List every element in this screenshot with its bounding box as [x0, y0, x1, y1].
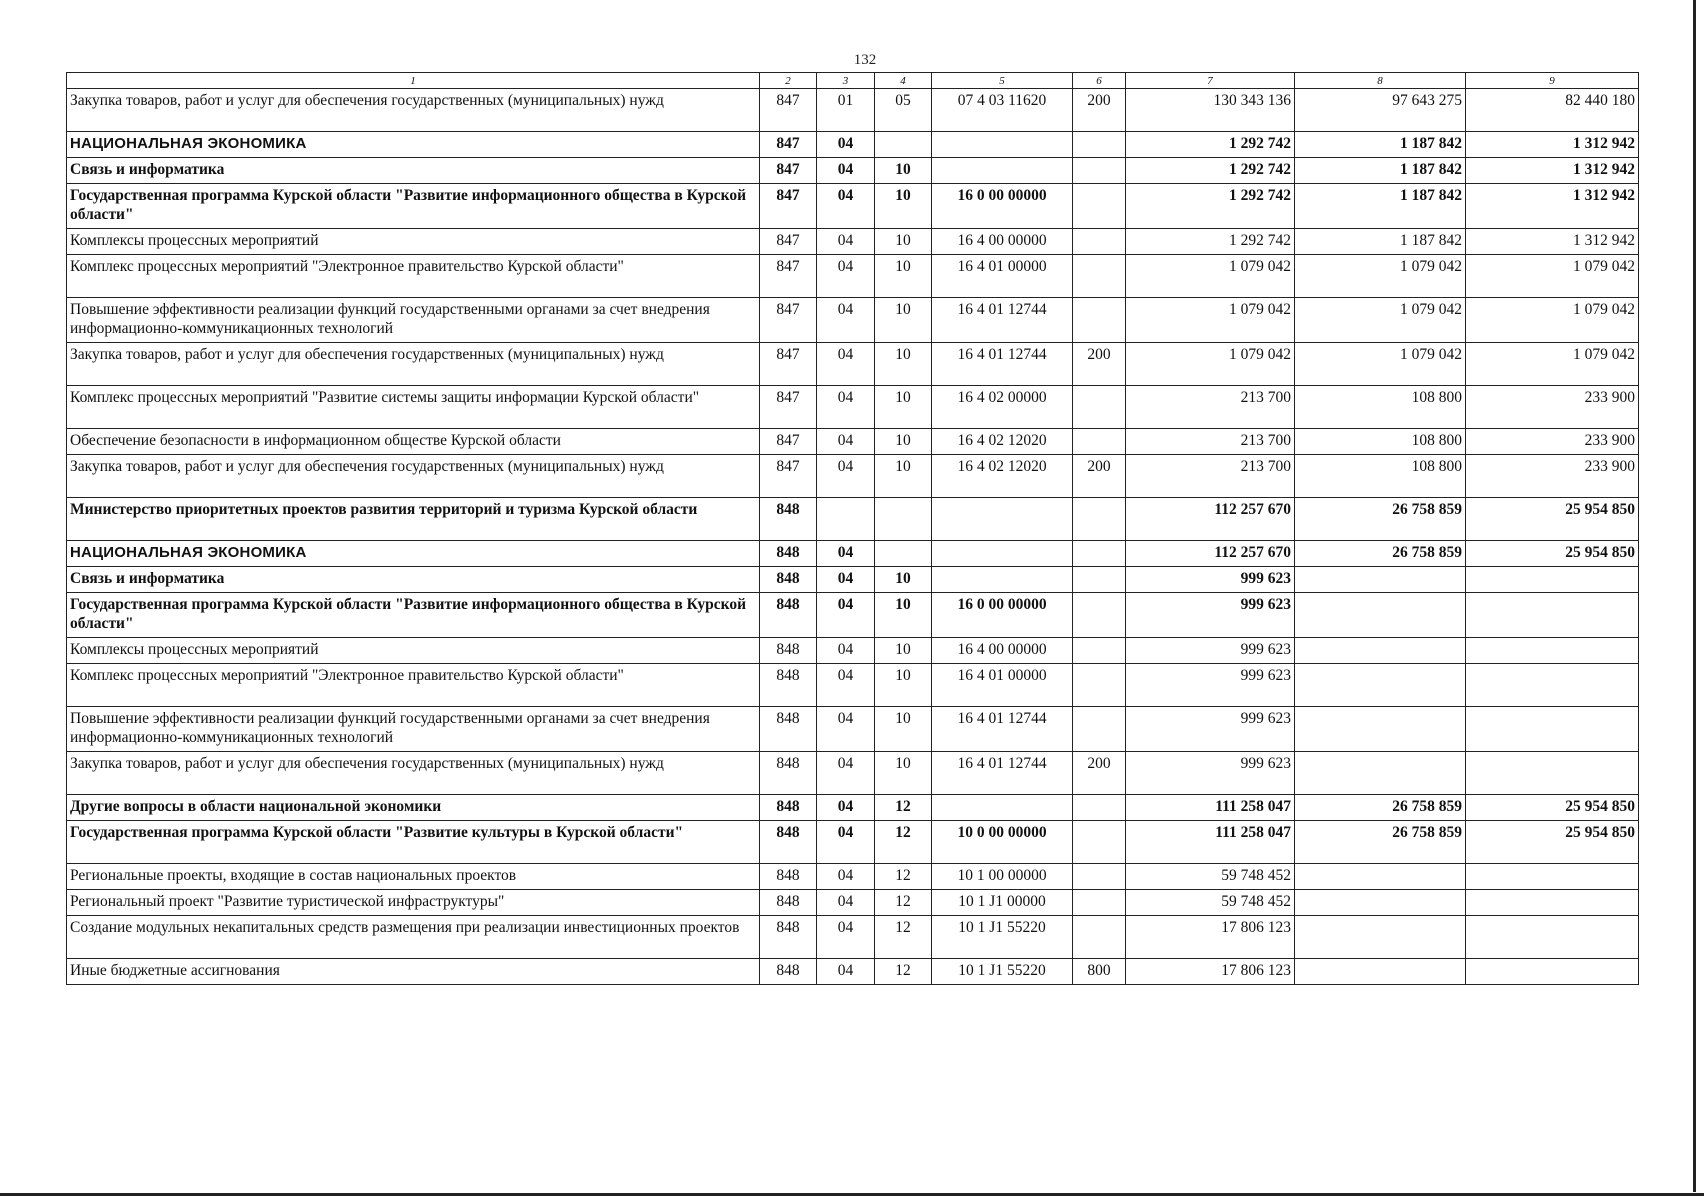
- row-name: Комплексы процессных мероприятий: [67, 229, 760, 255]
- amount-column-9: 25 954 850: [1466, 795, 1639, 821]
- section-code: 04: [817, 916, 875, 959]
- target-article-code: 16 4 02 00000: [932, 386, 1073, 429]
- amount-column-8: 108 800: [1295, 386, 1466, 429]
- row-name: Комплекс процессных мероприятий "Электронное правительство Курской области": [67, 255, 760, 298]
- ministry-code: 848: [760, 959, 817, 985]
- amount-column-7: 1 292 742: [1126, 229, 1295, 255]
- row-name: Комплекс процессных мероприятий "Развитие системы защиты информации Курской области": [67, 386, 760, 429]
- expense-type-code: [1073, 916, 1126, 959]
- target-article-code: 16 0 00 00000: [932, 593, 1073, 638]
- section-code: 01: [817, 89, 875, 132]
- amount-column-7: 999 623: [1126, 752, 1295, 795]
- section-code: 04: [817, 158, 875, 184]
- table-row: [67, 132, 1639, 158]
- amount-column-8: 26 758 859: [1295, 795, 1466, 821]
- table-row: [67, 916, 1639, 959]
- expense-type-code: [1073, 386, 1126, 429]
- expense-type-code: [1073, 184, 1126, 229]
- column-number: 5: [932, 73, 1073, 89]
- amount-column-8: 26 758 859: [1295, 498, 1466, 541]
- section-code: 04: [817, 386, 875, 429]
- amount-column-7: 112 257 670: [1126, 541, 1295, 567]
- table-row: [67, 959, 1639, 985]
- expense-type-code: 200: [1073, 89, 1126, 132]
- expense-type-code: [1073, 498, 1126, 541]
- section-code: 04: [817, 752, 875, 795]
- ministry-code: 847: [760, 255, 817, 298]
- ministry-code: 848: [760, 821, 817, 864]
- ministry-code: 847: [760, 229, 817, 255]
- amount-column-9: 233 900: [1466, 429, 1639, 455]
- amount-column-9: [1466, 752, 1639, 795]
- amount-column-8: 1 187 842: [1295, 132, 1466, 158]
- amount-column-8: [1295, 638, 1466, 664]
- table-row: [67, 386, 1639, 429]
- section-code: 04: [817, 593, 875, 638]
- table-row: [67, 429, 1639, 455]
- subsection-code: 10: [875, 343, 932, 386]
- table-row: [67, 567, 1639, 593]
- target-article-code: 16 4 01 00000: [932, 664, 1073, 707]
- row-name: Государственная программа Курской области "Развитие культуры в Курской области": [67, 821, 760, 864]
- amount-column-8: [1295, 664, 1466, 707]
- row-name: Связь и информатика: [67, 158, 760, 184]
- row-name: Иные бюджетные ассигнования: [67, 959, 760, 985]
- subsection-code: 10: [875, 255, 932, 298]
- amount-column-7: 1 079 042: [1126, 298, 1295, 343]
- section-code: 04: [817, 664, 875, 707]
- amount-column-9: 82 440 180: [1466, 89, 1639, 132]
- target-article-code: 16 4 00 00000: [932, 229, 1073, 255]
- section-code: 04: [817, 184, 875, 229]
- expense-type-code: [1073, 890, 1126, 916]
- page-number: 132: [853, 52, 877, 68]
- amount-column-9: [1466, 959, 1639, 985]
- amount-column-8: 26 758 859: [1295, 541, 1466, 567]
- amount-column-9: [1466, 638, 1639, 664]
- subsection-code: 12: [875, 916, 932, 959]
- expense-type-code: [1073, 298, 1126, 343]
- subsection-code: 10: [875, 593, 932, 638]
- target-article-code: [932, 132, 1073, 158]
- table-row: [67, 455, 1639, 498]
- ministry-code: 848: [760, 638, 817, 664]
- section-code: 04: [817, 638, 875, 664]
- target-article-code: 10 1 J1 00000: [932, 890, 1073, 916]
- amount-column-7: 111 258 047: [1126, 795, 1295, 821]
- table-row: [67, 707, 1639, 752]
- amount-column-8: 1 187 842: [1295, 158, 1466, 184]
- amount-column-7: 130 343 136: [1126, 89, 1295, 132]
- amount-column-9: 233 900: [1466, 386, 1639, 429]
- ministry-code: 847: [760, 158, 817, 184]
- amount-column-7: 999 623: [1126, 593, 1295, 638]
- amount-column-8: 26 758 859: [1295, 821, 1466, 864]
- expense-type-code: [1073, 541, 1126, 567]
- section-code: 04: [817, 429, 875, 455]
- ministry-code: 848: [760, 916, 817, 959]
- amount-column-7: 1 292 742: [1126, 132, 1295, 158]
- amount-column-7: 1 292 742: [1126, 184, 1295, 229]
- subsection-code: 10: [875, 455, 932, 498]
- amount-column-8: [1295, 707, 1466, 752]
- row-name: Повышение эффективности реализации функций государственными органами за счет внедрения информационно-коммуникационных технологий: [67, 707, 760, 752]
- amount-column-8: [1295, 916, 1466, 959]
- amount-column-7: 213 700: [1126, 429, 1295, 455]
- subsection-code: 12: [875, 959, 932, 985]
- section-code: 04: [817, 959, 875, 985]
- expense-type-code: [1073, 593, 1126, 638]
- amount-column-9: [1466, 567, 1639, 593]
- amount-column-9: 1 312 942: [1466, 132, 1639, 158]
- section-code: 04: [817, 795, 875, 821]
- target-article-code: 16 4 02 12020: [932, 429, 1073, 455]
- table-row: [67, 752, 1639, 795]
- expense-type-code: 200: [1073, 343, 1126, 386]
- amount-column-9: 233 900: [1466, 455, 1639, 498]
- expense-type-code: [1073, 255, 1126, 298]
- amount-column-7: 111 258 047: [1126, 821, 1295, 864]
- row-name: НАЦИОНАЛЬНАЯ ЭКОНОМИКА: [67, 541, 760, 567]
- expense-type-code: [1073, 229, 1126, 255]
- target-article-code: [932, 158, 1073, 184]
- section-code: 04: [817, 567, 875, 593]
- ministry-code: 847: [760, 343, 817, 386]
- row-name: Закупка товаров, работ и услуг для обеспечения государственных (муниципальных) нужд: [67, 455, 760, 498]
- row-name: Государственная программа Курской области "Развитие информационного общества в Курской области": [67, 184, 760, 229]
- section-code: 04: [817, 890, 875, 916]
- ministry-code: 848: [760, 707, 817, 752]
- section-code: 04: [817, 298, 875, 343]
- row-name: Комплексы процессных мероприятий: [67, 638, 760, 664]
- table-row: [67, 184, 1639, 229]
- amount-column-9: 1 079 042: [1466, 255, 1639, 298]
- amount-column-9: 1 079 042: [1466, 298, 1639, 343]
- amount-column-8: 1 079 042: [1295, 343, 1466, 386]
- amount-column-7: 59 748 452: [1126, 890, 1295, 916]
- target-article-code: 07 4 03 11620: [932, 89, 1073, 132]
- row-name: Комплекс процессных мероприятий "Электронное правительство Курской области": [67, 664, 760, 707]
- column-number: 8: [1295, 73, 1466, 89]
- subsection-code: 10: [875, 158, 932, 184]
- subsection-code: 10: [875, 752, 932, 795]
- expense-type-code: [1073, 707, 1126, 752]
- amount-column-9: 1 312 942: [1466, 184, 1639, 229]
- amount-column-8: [1295, 890, 1466, 916]
- subsection-code: 10: [875, 298, 932, 343]
- section-code: 04: [817, 255, 875, 298]
- amount-column-9: [1466, 916, 1639, 959]
- target-article-code: 10 1 J1 55220: [932, 916, 1073, 959]
- amount-column-9: [1466, 707, 1639, 752]
- amount-column-8: 1 187 842: [1295, 229, 1466, 255]
- subsection-code: 05: [875, 89, 932, 132]
- ministry-code: 847: [760, 184, 817, 229]
- target-article-code: [932, 498, 1073, 541]
- table-row: [67, 229, 1639, 255]
- table-row: [67, 498, 1639, 541]
- amount-column-7: 59 748 452: [1126, 864, 1295, 890]
- row-name: Региональные проекты, входящие в состав национальных проектов: [67, 864, 760, 890]
- table-row: [67, 298, 1639, 343]
- amount-column-8: [1295, 567, 1466, 593]
- expense-type-code: [1073, 821, 1126, 864]
- subsection-code: 12: [875, 795, 932, 821]
- row-name: Создание модульных некапитальных средств размещения при реализации инвестиционных проектов: [67, 916, 760, 959]
- scan-frame-right: [1693, 0, 1696, 1192]
- ministry-code: 848: [760, 593, 817, 638]
- expense-type-code: [1073, 638, 1126, 664]
- expense-type-code: [1073, 567, 1126, 593]
- amount-column-8: [1295, 864, 1466, 890]
- ministry-code: 847: [760, 455, 817, 498]
- table-row: [67, 890, 1639, 916]
- table-row: [67, 821, 1639, 864]
- amount-column-9: 1 312 942: [1466, 229, 1639, 255]
- table-body: [67, 89, 1639, 985]
- amount-column-7: 17 806 123: [1126, 916, 1295, 959]
- target-article-code: 10 1 J1 55220: [932, 959, 1073, 985]
- ministry-code: 847: [760, 298, 817, 343]
- section-code: 04: [817, 864, 875, 890]
- expense-type-code: [1073, 795, 1126, 821]
- subsection-code: [875, 132, 932, 158]
- subsection-code: 10: [875, 664, 932, 707]
- expense-type-code: 800: [1073, 959, 1126, 985]
- subsection-code: 10: [875, 638, 932, 664]
- subsection-code: 10: [875, 567, 932, 593]
- ministry-code: 848: [760, 864, 817, 890]
- ministry-code: 848: [760, 498, 817, 541]
- row-name: Закупка товаров, работ и услуг для обеспечения государственных (муниципальных) нужд: [67, 89, 760, 132]
- target-article-code: 10 0 00 00000: [932, 821, 1073, 864]
- subsection-code: [875, 541, 932, 567]
- expense-type-code: 200: [1073, 752, 1126, 795]
- section-code: 04: [817, 229, 875, 255]
- ministry-code: 848: [760, 541, 817, 567]
- row-name: НАЦИОНАЛЬНАЯ ЭКОНОМИКА: [67, 132, 760, 158]
- table-row: [67, 255, 1639, 298]
- expense-type-code: [1073, 429, 1126, 455]
- amount-column-9: 25 954 850: [1466, 821, 1639, 864]
- amount-column-7: 1 292 742: [1126, 158, 1295, 184]
- target-article-code: [932, 541, 1073, 567]
- subsection-code: 12: [875, 864, 932, 890]
- target-article-code: 16 4 01 00000: [932, 255, 1073, 298]
- scan-frame-bottom: [0, 1193, 1704, 1196]
- amount-column-8: 108 800: [1295, 455, 1466, 498]
- amount-column-7: 213 700: [1126, 455, 1295, 498]
- amount-column-8: 1 079 042: [1295, 255, 1466, 298]
- table-row: [67, 541, 1639, 567]
- table-row: [67, 864, 1639, 890]
- column-number: 2: [760, 73, 817, 89]
- target-article-code: [932, 567, 1073, 593]
- ministry-code: 848: [760, 567, 817, 593]
- section-code: 04: [817, 132, 875, 158]
- row-name: Министерство приоритетных проектов развития территорий и туризма Курской области: [67, 498, 760, 541]
- ministry-code: 848: [760, 890, 817, 916]
- row-name: Повышение эффективности реализации функций государственными органами за счет внедрения информационно-коммуникационных технологий: [67, 298, 760, 343]
- table-row: [67, 89, 1639, 132]
- amount-column-9: [1466, 864, 1639, 890]
- table-row: [67, 158, 1639, 184]
- section-code: 04: [817, 541, 875, 567]
- amount-column-7: 1 079 042: [1126, 255, 1295, 298]
- target-article-code: 16 4 00 00000: [932, 638, 1073, 664]
- amount-column-9: 1 079 042: [1466, 343, 1639, 386]
- subsection-code: 10: [875, 229, 932, 255]
- ministry-code: 848: [760, 752, 817, 795]
- amount-column-9: [1466, 593, 1639, 638]
- expense-type-code: [1073, 664, 1126, 707]
- table-row: [67, 638, 1639, 664]
- target-article-code: 16 0 00 00000: [932, 184, 1073, 229]
- table-row: [67, 664, 1639, 707]
- ministry-code: 847: [760, 429, 817, 455]
- section-code: 04: [817, 455, 875, 498]
- amount-column-7: 17 806 123: [1126, 959, 1295, 985]
- amount-column-8: [1295, 752, 1466, 795]
- row-name: Связь и информатика: [67, 567, 760, 593]
- expense-type-code: [1073, 158, 1126, 184]
- ministry-code: 848: [760, 664, 817, 707]
- subsection-code: 10: [875, 386, 932, 429]
- amount-column-9: 25 954 850: [1466, 498, 1639, 541]
- expense-type-code: 200: [1073, 455, 1126, 498]
- ministry-code: 847: [760, 89, 817, 132]
- target-article-code: 16 4 01 12744: [932, 298, 1073, 343]
- target-article-code: 16 4 01 12744: [932, 707, 1073, 752]
- budget-table: [66, 72, 1639, 985]
- expense-type-code: [1073, 864, 1126, 890]
- ministry-code: 847: [760, 132, 817, 158]
- amount-column-8: 1 187 842: [1295, 184, 1466, 229]
- target-article-code: 16 4 01 12744: [932, 343, 1073, 386]
- section-code: 04: [817, 821, 875, 864]
- amount-column-9: 25 954 850: [1466, 541, 1639, 567]
- subsection-code: 10: [875, 707, 932, 752]
- amount-column-8: 1 079 042: [1295, 298, 1466, 343]
- column-number: 6: [1073, 73, 1126, 89]
- amount-column-7: 999 623: [1126, 638, 1295, 664]
- row-name: Закупка товаров, работ и услуг для обеспечения государственных (муниципальных) нужд: [67, 343, 760, 386]
- amount-column-8: [1295, 959, 1466, 985]
- target-article-code: 16 4 02 12020: [932, 455, 1073, 498]
- amount-column-8: 108 800: [1295, 429, 1466, 455]
- row-name: Обеспечение безопасности в информационном обществе Курской области: [67, 429, 760, 455]
- subsection-code: 12: [875, 821, 932, 864]
- row-name: Государственная программа Курской области "Развитие информационного общества в Курской области": [67, 593, 760, 638]
- amount-column-8: 97 643 275: [1295, 89, 1466, 132]
- table-row: [67, 593, 1639, 638]
- row-name: Закупка товаров, работ и услуг для обеспечения государственных (муниципальных) нужд: [67, 752, 760, 795]
- subsection-code: [875, 498, 932, 541]
- amount-column-7: 999 623: [1126, 567, 1295, 593]
- column-number: 1: [67, 73, 760, 89]
- section-code: 04: [817, 343, 875, 386]
- table-row: [67, 795, 1639, 821]
- target-article-code: 16 4 01 12744: [932, 752, 1073, 795]
- column-number: 4: [875, 73, 932, 89]
- amount-column-8: [1295, 593, 1466, 638]
- amount-column-7: 999 623: [1126, 707, 1295, 752]
- amount-column-7: 1 079 042: [1126, 343, 1295, 386]
- table-row: [67, 343, 1639, 386]
- target-article-code: 10 1 00 00000: [932, 864, 1073, 890]
- amount-column-7: 112 257 670: [1126, 498, 1295, 541]
- amount-column-9: [1466, 890, 1639, 916]
- row-name: Региональный проект "Развитие туристической инфраструктуры": [67, 890, 760, 916]
- amount-column-9: 1 312 942: [1466, 158, 1639, 184]
- ministry-code: 848: [760, 795, 817, 821]
- column-number-row: [67, 73, 1639, 89]
- target-article-code: [932, 795, 1073, 821]
- section-code: 04: [817, 707, 875, 752]
- subsection-code: 12: [875, 890, 932, 916]
- amount-column-7: 213 700: [1126, 386, 1295, 429]
- expense-type-code: [1073, 132, 1126, 158]
- amount-column-9: [1466, 664, 1639, 707]
- column-number: 3: [817, 73, 875, 89]
- column-number: 9: [1466, 73, 1639, 89]
- subsection-code: 10: [875, 184, 932, 229]
- subsection-code: 10: [875, 429, 932, 455]
- ministry-code: 847: [760, 386, 817, 429]
- amount-column-7: 999 623: [1126, 664, 1295, 707]
- column-number: 7: [1126, 73, 1295, 89]
- row-name: Другие вопросы в области национальной экономики: [67, 795, 760, 821]
- section-code: [817, 498, 875, 541]
